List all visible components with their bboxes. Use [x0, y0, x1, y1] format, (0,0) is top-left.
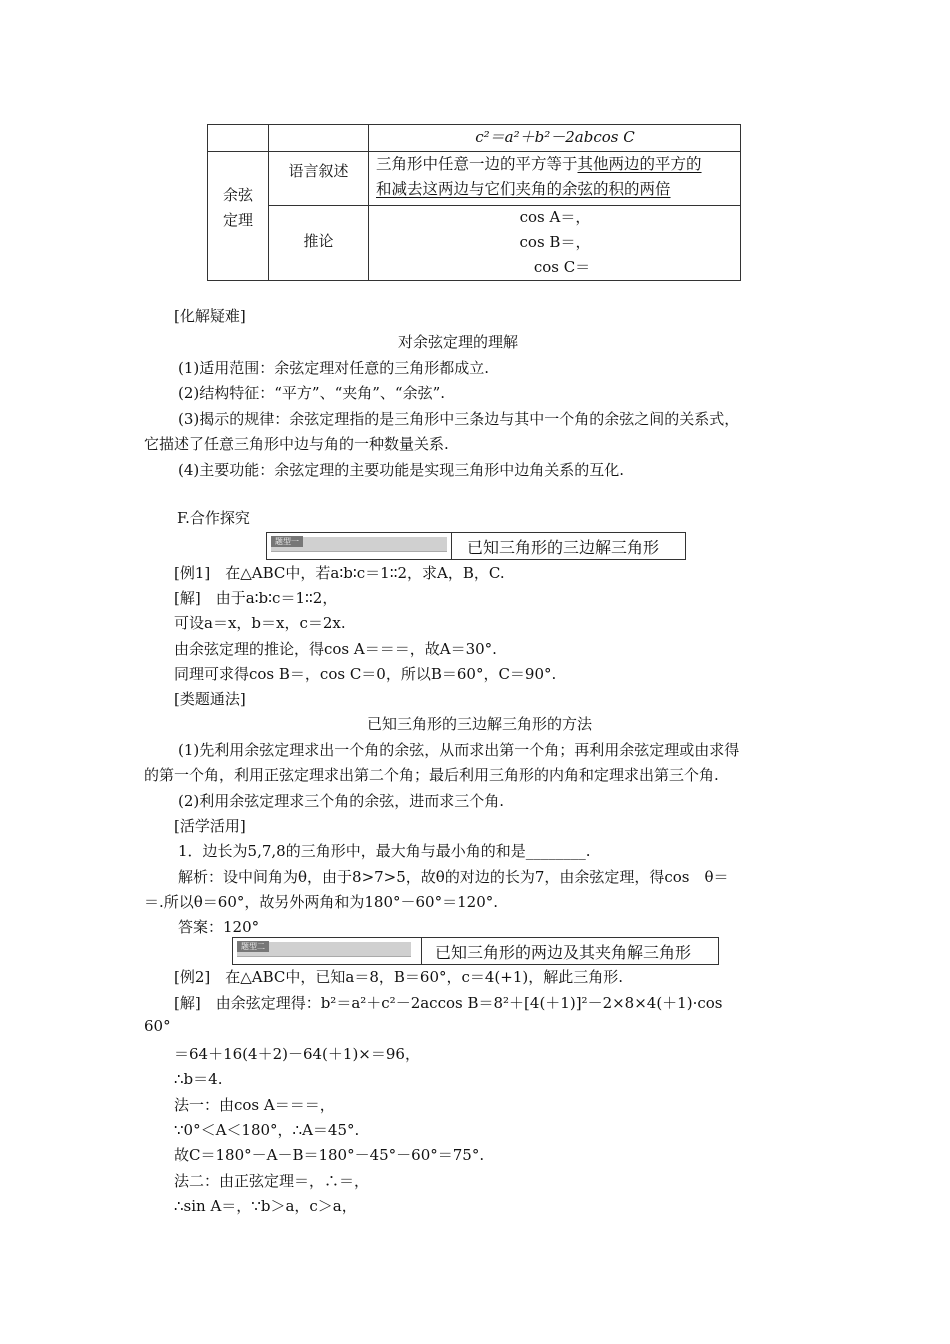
- example1-sol1: [解] 由于a∶b∶c＝1∶∶2，: [174, 589, 338, 607]
- example2-m3: 故C＝180°－A－B＝180°－45°－60°＝75°.: [174, 1146, 485, 1164]
- type1-banner: [266, 532, 686, 560]
- corollary-text: [369, 205, 741, 280]
- type1-tag: 题型一: [271, 536, 303, 547]
- formula-text: c²＝a²＋b²－2abcos C: [475, 128, 635, 146]
- example2-sol1a: [解] 由余弦定理得：b²＝a²＋c²－2accos B＝8²＋[4(＋1)]²－2×8×4(＋1)·cos: [174, 994, 723, 1012]
- method-heading: [类题通法]: [174, 690, 246, 708]
- corollary-line1: cos A＝，: [519, 208, 591, 226]
- practice-a1a: 解析：设中间角为θ，由于8>7>5，故θ的对边的长为7，由余弦定理，得cos θ＝: [178, 868, 729, 886]
- corollary-line2: cos B＝，: [519, 233, 591, 251]
- example2-m2: ∵0°＜A＜180°，∴A＝45°.: [174, 1121, 360, 1139]
- cosine-theorem-table: [207, 124, 741, 281]
- type2-title: 已知三角形的两边及其夹角解三角形: [435, 943, 692, 962]
- group-label-line1: 余弦: [222, 186, 253, 204]
- example2-m5: ∴sin A＝，∵b＞a，c＞a，: [174, 1197, 357, 1215]
- practice-q1: 1．边长为5,7,8的三角形中，最大角与最小角的和是________.: [178, 842, 591, 860]
- row-label-statement: 语言叙述: [288, 162, 349, 180]
- corollary-line3: cos C＝: [533, 258, 591, 276]
- statement-part-a: 三角形中任意一边的平方等于: [376, 155, 578, 173]
- example2: [例2] 在△ABC中，已知a＝8，B＝60°，c＝4(+1)，解此三角形.: [174, 968, 624, 986]
- statement-part-c: 和减去这两边与它们夹角的余弦的积的两倍: [376, 180, 671, 198]
- formula-cell: [369, 125, 741, 151]
- practice-a1b: ＝.所以θ＝60°，故另外两角和为180°－60°＝120°.: [144, 893, 499, 911]
- clarify-p4: (4)主要功能：余弦定理的主要功能是实现三角形中边角关系的互化.: [178, 461, 625, 479]
- method-p1a: (1)先利用余弦定理求出一个角的余弦，从而求出第一个角；再利用余弦定理或由求得: [178, 741, 740, 759]
- section-f-heading: F.合作探究: [177, 509, 250, 527]
- type1-title: 已知三角形的三边解三角形: [467, 538, 660, 557]
- group-label-line2: 定理: [222, 211, 253, 229]
- clarify-p2: (2)结构特征：“平方”、“夹角”、“余弦”.: [178, 384, 446, 402]
- statement-part-b: 其他两边的平方的: [577, 155, 702, 173]
- example1: [例1] 在△ABC中，若a∶b∶c＝1∶∶2，求A，B，C.: [174, 564, 505, 582]
- example2-sol3: ∴b＝4.: [174, 1070, 223, 1088]
- statement-text: [376, 152, 738, 202]
- clarify-subtitle: 对余弦定理的理解: [398, 333, 519, 351]
- clarify-p3b: 它描述了任意三角形中边与角的一种数量关系.: [144, 435, 449, 453]
- example2-m4: 法二：由正弦定理＝，∴＝，: [174, 1172, 370, 1190]
- clarify-heading: [化解疑难]: [174, 307, 246, 325]
- example2-sol1b: 60°: [144, 1017, 171, 1035]
- type2-tag: 题型二: [237, 941, 269, 952]
- example2-m1: 法一：由cos A＝＝＝，: [174, 1096, 335, 1114]
- row-label-corollary: 推论: [303, 232, 334, 250]
- method-p1b: 的第一个角，利用正弦定理求出第二个角；最后利用三角形的内角和定理求出第三个角.: [144, 766, 719, 784]
- method-p2: (2)利用余弦定理求三个角的余弦，进而求三个角.: [178, 792, 505, 810]
- type2-banner: [232, 937, 719, 965]
- example1-sol2: 可设a＝x，b＝x，c＝2x.: [174, 614, 346, 632]
- clarify-p3a: (3)揭示的规律：余弦定理指的是三角形中三条边与其中一个角的余弦之间的关系式，: [178, 410, 740, 428]
- example1-sol4: 同理可求得cos B＝，cos C＝0，所以B＝60°，C＝90°.: [174, 665, 557, 683]
- clarify-p1: (1)适用范围：余弦定理对任意的三角形都成立.: [178, 359, 490, 377]
- method-title: 已知三角形的三边解三角形的方法: [367, 715, 593, 733]
- example2-sol2: ＝64＋16(4＋2)－64(＋1)×＝96，: [174, 1045, 420, 1063]
- practice-answer: 答案：120°: [178, 918, 260, 936]
- example1-sol3: 由余弦定理的推论，得cos A＝＝＝，故A＝30°.: [174, 640, 497, 658]
- practice-heading: [活学活用]: [174, 817, 246, 835]
- group-label: [208, 183, 268, 233]
